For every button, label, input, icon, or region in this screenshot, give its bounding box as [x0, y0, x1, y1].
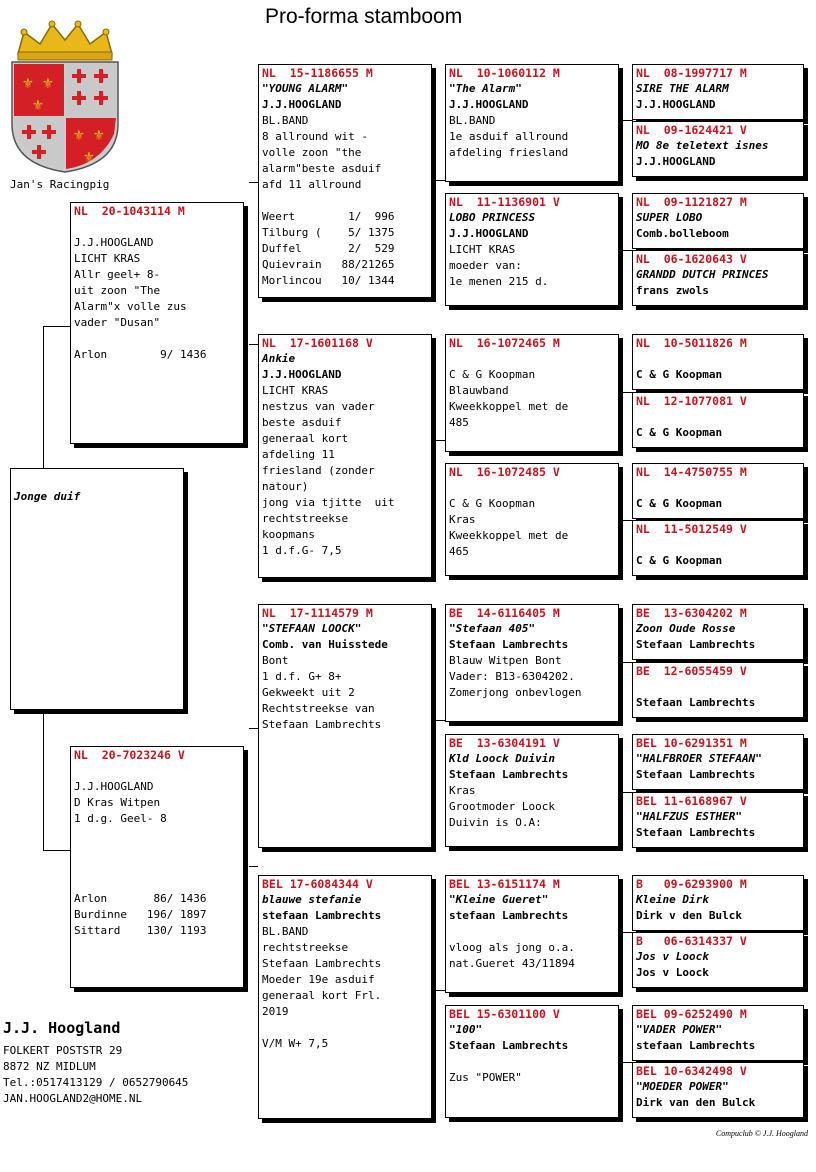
pigeon-name: "VADER POWER": [636, 1023, 723, 1036]
pedigree-line: 2019: [262, 1005, 289, 1018]
pedigree-line: J.J.HOOGLAND: [74, 780, 154, 793]
pedigree-box: [632, 250, 804, 306]
pedigree-line: [262, 193, 431, 209]
ring-number: BE 13-6304202 M: [636, 606, 747, 620]
connector-line: [43, 326, 71, 469]
pedigree-line: afdeling 11: [262, 448, 335, 461]
pigeon-name: [636, 351, 803, 367]
pedigree-line: Kweekkoppel met de: [449, 400, 569, 413]
ring-number: BEL 10-6291351 M: [636, 736, 747, 750]
pigeon-name: "MOEDER POWER": [636, 1080, 729, 1093]
copyright-text: Compuclub © J.J. Hoogland: [715, 1129, 808, 1138]
pedigree-line: natour): [262, 480, 309, 493]
connector-line: [249, 866, 258, 867]
pigeon-owner: Stefaan Lambrechts: [636, 768, 756, 781]
pedigree-line: LICHT KRAS: [74, 252, 141, 265]
connector-line: [435, 180, 445, 181]
pedigree-line: Alarm"x volle zus: [74, 300, 187, 313]
pigeon-name: "Stefaan 405": [449, 622, 536, 635]
pedigree-box: [632, 520, 804, 576]
ring-number: NL 10-1060112 M: [449, 66, 560, 80]
ring-number: NL 09-1121827 M: [636, 195, 747, 209]
pigeon-owner: frans zwols: [636, 284, 709, 297]
pigeon-owner: J.J.HOOGLAND: [449, 98, 529, 111]
pedigree-line: Bont: [262, 654, 289, 667]
pedigree-box: [445, 875, 619, 993]
pedigree-line: beste asduif: [262, 416, 342, 429]
pigeon-name: "HALFZUS ESTHER": [636, 810, 742, 823]
pedigree-line: 465: [449, 545, 469, 558]
pedigree-line: V/M W+ 7,5: [262, 1037, 329, 1050]
pigeon-owner: J.J.HOOGLAND: [262, 368, 342, 381]
pigeon-name: [636, 537, 803, 553]
ring-number: NL 17-1114579 M: [262, 606, 373, 620]
ring-number: NL 14-4750755 M: [636, 465, 747, 479]
pedigree-box: [445, 193, 619, 306]
svg-text:⚜: ⚜: [43, 73, 53, 92]
ring-number: NL 11-1136901 V: [449, 195, 560, 209]
ring-number: NL 20-7023246 V: [74, 748, 185, 762]
ring-number: BEL 17-6084344 V: [262, 877, 373, 891]
pedigree-line: Duivin is O.A:: [449, 816, 542, 829]
footer-phone: Tel.:0517413129 / 0652790645: [3, 1076, 189, 1089]
pedigree-line: Kras: [449, 513, 476, 526]
crest-logo-icon: [10, 14, 120, 174]
pedigree-line: afd 11 allround: [262, 178, 362, 191]
svg-text:⚜: ⚜: [23, 73, 33, 92]
pedigree-line: generaal kort Frl.: [262, 989, 382, 1002]
svg-text:⚜: ⚜: [74, 125, 84, 144]
pigeon-owner: Dirk v den Bulck: [636, 909, 742, 922]
pedigree-box: [445, 734, 619, 847]
pedigree-line: generaal kort: [262, 432, 349, 445]
pigeon-owner: stefaan Lambrechts: [449, 909, 569, 922]
pedigree-line: 8 allround wit -: [262, 130, 368, 143]
pedigree-line: Stefaan Lambrechts: [262, 718, 382, 731]
footer-email[interactable]: JAN.HOOGLAND2@HOME.NL: [3, 1092, 143, 1105]
pedigree-line: Stefaan Lambrechts: [262, 957, 382, 970]
pedigree-line: Moeder 19e asduif: [262, 973, 375, 986]
pedigree-line: jong via tjitte uit: [262, 496, 395, 509]
pedigree-line: Arlon 9/ 1436: [74, 348, 207, 361]
pedigree-line: 1e asduif allround: [449, 130, 569, 143]
pigeon-owner: C & G Koopman: [636, 368, 723, 381]
pigeon-owner: Jos v Loock: [636, 966, 709, 979]
pedigree-line: Zomerjong onbevlogen: [449, 686, 582, 699]
pedigree-line: Sittard 130/ 1193: [74, 924, 207, 937]
pigeon-name: "100": [449, 1023, 483, 1036]
ring-number: BEL 09-6252490 M: [636, 1007, 747, 1021]
pedigree-line: Allr geel+ 8-: [74, 268, 161, 281]
pedigree-box: [632, 121, 804, 177]
subject-name: Jonge duif: [14, 490, 81, 503]
pigeon-owner: J.J.HOOGLAND: [262, 98, 342, 111]
pedigree-box: [258, 604, 432, 848]
pigeon-owner: Stefaan Lambrechts: [636, 696, 756, 709]
ring-number: NL 06-1620643 V: [636, 252, 747, 266]
connector-line: [435, 440, 445, 441]
pedigree-line: Blauwband: [449, 384, 509, 397]
pedigree-box: [445, 64, 619, 182]
connector-line: [435, 720, 445, 721]
pedigree-line: BL.BAND: [449, 114, 496, 127]
pigeon-name: MO 8e teletext isnes: [636, 139, 769, 152]
svg-text:⚜: ⚜: [84, 147, 94, 166]
pedigree-line: Blauw Witpen Bont: [449, 654, 562, 667]
pigeon-owner: J.J.HOOGLAND: [636, 155, 716, 168]
pedigree-box: [632, 792, 804, 848]
pedigree-box: [632, 392, 804, 448]
pedigree-box: [632, 64, 804, 120]
pedigree-line: alarm"beste asduif: [262, 162, 382, 175]
pigeon-owner: Stefaan Lambrechts: [449, 638, 569, 651]
ring-number: NL 15-1186655 M: [262, 66, 373, 80]
pedigree-line: Zus "POWER": [449, 1071, 522, 1084]
footer-address: FOLKERT POSTSTR 29: [3, 1044, 123, 1057]
ring-number: BEL 13-6151174 M: [449, 877, 560, 891]
pigeon-owner: C & G Koopman: [636, 554, 723, 567]
logo-caption: Jan's Racingpig: [10, 178, 110, 191]
ring-number: BE 13-6304191 V: [449, 736, 560, 750]
pedigree-box: [632, 1062, 804, 1118]
pedigree-line: [74, 331, 243, 347]
pigeon-name: Kleine Dirk: [636, 893, 709, 906]
pedigree-line: koopmans: [262, 528, 315, 541]
pigeon-name: "YOUNG ALARM": [262, 82, 349, 95]
connector-line: [435, 990, 445, 991]
pedigree-line: [74, 219, 243, 235]
pigeon-name: "HALFBROER STEFAAN": [636, 752, 762, 765]
pigeon-owner: Stefaan Lambrechts: [449, 1039, 569, 1052]
father-box: [70, 202, 244, 444]
pedigree-line: 485: [449, 416, 469, 429]
pedigree-line: vloog als jong o.a.: [449, 941, 575, 954]
pedigree-line: Gekweekt uit 2: [262, 686, 355, 699]
pedigree-line: Kweekkoppel met de: [449, 529, 569, 542]
pedigree-line: moeder van:: [449, 259, 522, 272]
pedigree-box: [445, 463, 619, 576]
ring-number: NL 12-1077081 V: [636, 394, 747, 408]
pigeon-owner: stefaan Lambrechts: [636, 1039, 756, 1052]
pedigree-box: [258, 64, 432, 298]
pedigree-line: 1 d.g. Geel- 8: [74, 812, 167, 825]
pedigree-line: nestzus van vader: [262, 400, 375, 413]
pedigree-line: [74, 843, 243, 859]
ring-number: BEL 10-6342498 V: [636, 1064, 747, 1078]
pedigree-line: volle zoon "the: [262, 146, 362, 159]
ring-number: NL 11-5012549 V: [636, 522, 747, 536]
svg-text:⚜: ⚜: [33, 95, 43, 114]
pedigree-box: [258, 334, 432, 578]
pigeon-owner: C & G Koopman: [636, 497, 723, 510]
pigeon-name: Ankie: [262, 352, 296, 365]
connector-line: [249, 182, 258, 183]
pigeon-name: SIRE THE ALARM: [636, 82, 729, 95]
pigeon-owner: Comb. van Huisstede: [262, 638, 388, 651]
pedigree-line: [74, 859, 243, 875]
ring-number: NL 20-1043114 M: [74, 204, 185, 218]
pedigree-line: Weert 1/ 996: [262, 210, 395, 223]
pigeon-owner: J.J.HOOGLAND: [636, 98, 716, 111]
pigeon-name: Jos v Loock: [636, 950, 709, 963]
pedigree-line: friesland (zonder: [262, 464, 375, 477]
pedigree-line: nat.Gueret 43/11894: [449, 957, 575, 970]
pedigree-line: C & G Koopman: [449, 497, 536, 510]
pigeon-name: GRANDD DUTCH PRINCES: [636, 268, 769, 281]
pigeon-name: [636, 679, 803, 695]
pigeon-owner: J.J.HOOGLAND: [449, 227, 529, 240]
pedigree-line: Arlon 86/ 1436: [74, 892, 207, 905]
pigeon-name: SUPER LOBO: [636, 211, 703, 224]
pigeon-name: Kld Loock Duivin: [449, 752, 555, 765]
connector-line: [249, 344, 258, 345]
pedigree-line: BL.BAND: [262, 925, 309, 938]
pedigree-line: Duffel 2/ 529: [262, 242, 395, 255]
pedigree-line: Burdinne 196/ 1897: [74, 908, 207, 921]
ring-number: NL 09-1624421 V: [636, 123, 747, 137]
pigeon-name: "The Alarm": [449, 82, 522, 95]
pedigree-box: [632, 463, 804, 519]
pedigree-line: Kras: [449, 784, 476, 797]
pedigree-line: [74, 875, 243, 891]
pigeon-owner: Stefaan Lambrechts: [636, 826, 756, 839]
ring-number: B 06-6314337 V: [636, 934, 747, 948]
pedigree-box: [445, 604, 619, 722]
pedigree-box: [632, 932, 804, 988]
subject-box: [10, 468, 184, 710]
ring-number: BE 12-6055459 V: [636, 664, 747, 678]
pedigree-box: [632, 334, 804, 390]
pedigree-line: uit zoon "The: [74, 284, 161, 297]
pedigree-line: LICHT KRAS: [262, 384, 329, 397]
pedigree-line: Rechtstreekse van: [262, 702, 375, 715]
ring-number: NL 17-1601168 V: [262, 336, 373, 350]
pigeon-name: LOBO PRINCESS: [449, 211, 536, 224]
pedigree-line: [262, 1020, 431, 1036]
ring-number: BE 14-6116405 M: [449, 606, 560, 620]
pedigree-line: Vader: B13-6304202.: [449, 670, 575, 683]
page-title: Pro-forma stamboom: [265, 5, 463, 28]
pedigree-line: 1e menen 215 d.: [449, 275, 549, 288]
pigeon-name: Zoon Oude Rosse: [636, 622, 736, 635]
pedigree-line: vader "Dusan": [74, 316, 161, 329]
connector-line: [249, 728, 258, 729]
ring-number: NL 08-1997717 M: [636, 66, 747, 80]
pedigree-line: 1 d.f.G- 7,5: [262, 544, 342, 557]
pigeon-owner: Stefaan Lambrechts: [636, 638, 756, 651]
pedigree-line: rechtstreekse: [262, 941, 349, 954]
ring-number: BEL 11-6168967 V: [636, 794, 747, 808]
pigeon-name: [449, 351, 618, 367]
pedigree-box: [632, 1005, 804, 1061]
pedigree-line: [449, 924, 618, 940]
pigeon-name: [636, 480, 803, 496]
pigeon-owner: Stefaan Lambrechts: [449, 768, 569, 781]
pigeon-name: "Kleine Gueret": [449, 893, 549, 906]
pedigree-line: D Kras Witpen: [74, 796, 161, 809]
footer-owner-name: J.J. Hoogland: [3, 1019, 121, 1037]
pedigree-box: [445, 1005, 619, 1118]
pigeon-name: [636, 409, 803, 425]
pedigree-box: [632, 604, 804, 660]
pedigree-box: [258, 875, 432, 1119]
pedigree-box: [632, 875, 804, 931]
ring-number: B 09-6293900 M: [636, 877, 747, 891]
pedigree-line: afdeling friesland: [449, 146, 569, 159]
pigeon-name: blauwe stefanie: [262, 893, 362, 906]
ring-number: NL 10-5011826 M: [636, 336, 747, 350]
pigeon-owner: C & G Koopman: [636, 426, 723, 439]
ring-number: NL 16-1072485 V: [449, 465, 560, 479]
footer-city: 8872 NZ MIDLUM: [3, 1060, 96, 1073]
pedigree-line: C & G Koopman: [449, 368, 536, 381]
connector-line: [43, 710, 71, 851]
pedigree-line: Tilburg ( 5/ 1375: [262, 226, 395, 239]
pigeon-name: "STEFAAN LOOCK": [262, 622, 362, 635]
pedigree-line: Quievrain 88/21265: [262, 258, 395, 271]
pedigree-line: J.J.HOOGLAND: [74, 236, 154, 249]
pigeon-owner: stefaan Lambrechts: [262, 909, 382, 922]
pedigree-line: Grootmoder Loock: [449, 800, 555, 813]
pedigree-line: [449, 1054, 618, 1070]
pedigree-box: [632, 193, 804, 249]
pedigree-line: 1 d.f. G+ 8+: [262, 670, 342, 683]
pedigree-line: Morlincou 10/ 1344: [262, 274, 395, 287]
pedigree-line: rechtstreekse: [262, 512, 349, 525]
pedigree-line: LICHT KRAS: [449, 243, 516, 256]
pedigree-box: [632, 662, 804, 718]
pigeon-name: [449, 480, 618, 496]
pedigree-line: [74, 763, 243, 779]
svg-text:⚜: ⚜: [94, 125, 104, 144]
pigeon-owner: Dirk van den Bulck: [636, 1096, 756, 1109]
pedigree-line: [74, 827, 243, 843]
pedigree-box: [632, 734, 804, 790]
mother-box: [70, 746, 244, 988]
pedigree-box: [445, 334, 619, 452]
ring-number: NL 16-1072465 M: [449, 336, 560, 350]
ring-number: BEL 15-6301100 V: [449, 1007, 560, 1021]
pedigree-line: BL.BAND: [262, 114, 309, 127]
pigeon-owner: Comb.bolleboom: [636, 227, 729, 240]
